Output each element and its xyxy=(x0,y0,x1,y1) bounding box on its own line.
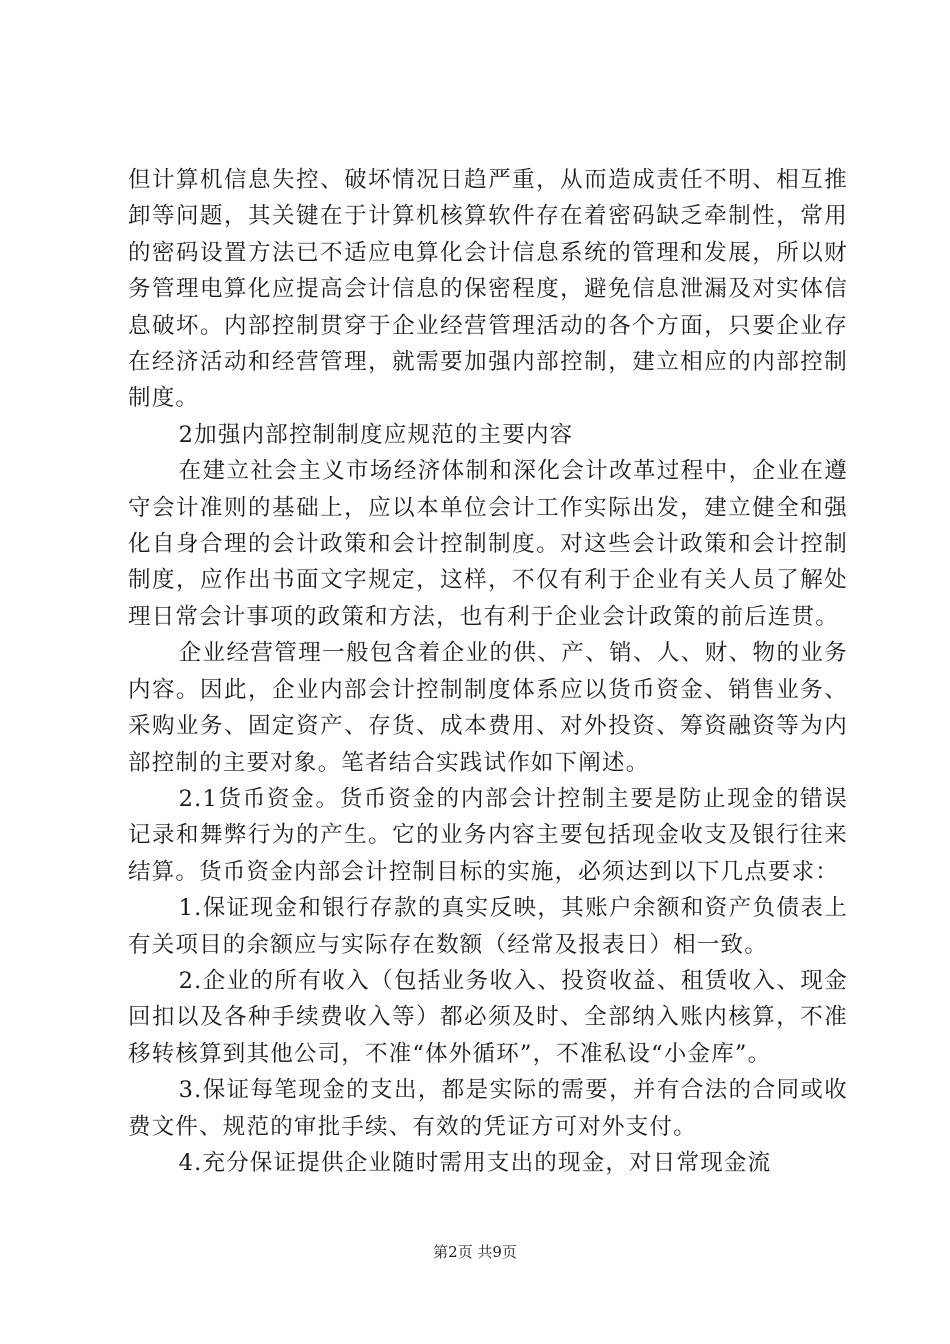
list-item: 2.企业的所有收入（包括业务收入、投资收益、租赁收入、现金回扣以及各种手续费收入等）都必须及时、全部纳入账内核算，不准移转核算到其他公司，不准“体外循环”，不准私设“小金库”。 xyxy=(128,967,848,1067)
list-item: 4.充分保证提供企业随时需用支出的现金，对日常现金流 xyxy=(178,1149,772,1176)
paragraph: 在建立社会主义市场经济体制和深化会计改革过程中，企业在遵守会计准则的基础上，应以本单位会计工作实际出发，建立健全和强化自身合理的会计政策和会计控制制度。对这些会计政策和会计控制制度，应作出书面文字规定，这样，不仅有利于企业有关人员了解处理日常会计事项的政策和方法，也有利于企业会计政策的前后连贯。 xyxy=(128,458,848,630)
paragraph: 2.1货币资金。货币资金的内部会计控制主要是防止现金的错误记录和舞弊行为的产生。它的业务内容主要包括现金收支及银行往来结算。货币资金内部会计控制目标的实施，必须达到以下几点要求： xyxy=(128,785,848,885)
list-item: 1.保证现金和银行存款的真实反映，其账户余额和资产负债表上有关项目的余额应与实际存在数额（经常及报表日）相一致。 xyxy=(128,895,848,958)
page-number-footer: 第2页 共9页 xyxy=(433,1243,517,1261)
paragraph: 企业经营管理一般包含着企业的供、产、销、人、财、物的业务内容。因此，企业内部会计控制制度体系应以货币资金、销售业务、采购业务、固定资产、存货、成本费用、对外投资、筹资融资等为内部控制的主要对象。笔者结合实践试作如下阐述。 xyxy=(128,640,848,776)
list-item: 3.保证每笔现金的支出，都是实际的需要，并有合法的合同或收费文件、规范的审批手续、有效的凭证方可对外支付。 xyxy=(128,1077,848,1140)
section-heading: 2加强内部控制制度应规范的主要内容 xyxy=(178,421,574,448)
document-body xyxy=(128,162,848,1181)
paragraph-continuation: 但计算机信息失控、破坏情况日趋严重，从而造成责任不明、相互推卸等问题，其关键在于计算机核算软件存在着密码缺乏牵制性，常用的密码设置方法已不适应电算化会计信息系统的管理和发展，所以财务管理电算化应提高会计信息的保密程度，避免信息泄漏及对实体信息破坏。内部控制贯穿于企业经营管理活动的各个方面，只要企业存在经济活动和经营管理，就需要加强内部控制，建立相应的内部控制制度。 xyxy=(128,167,848,412)
